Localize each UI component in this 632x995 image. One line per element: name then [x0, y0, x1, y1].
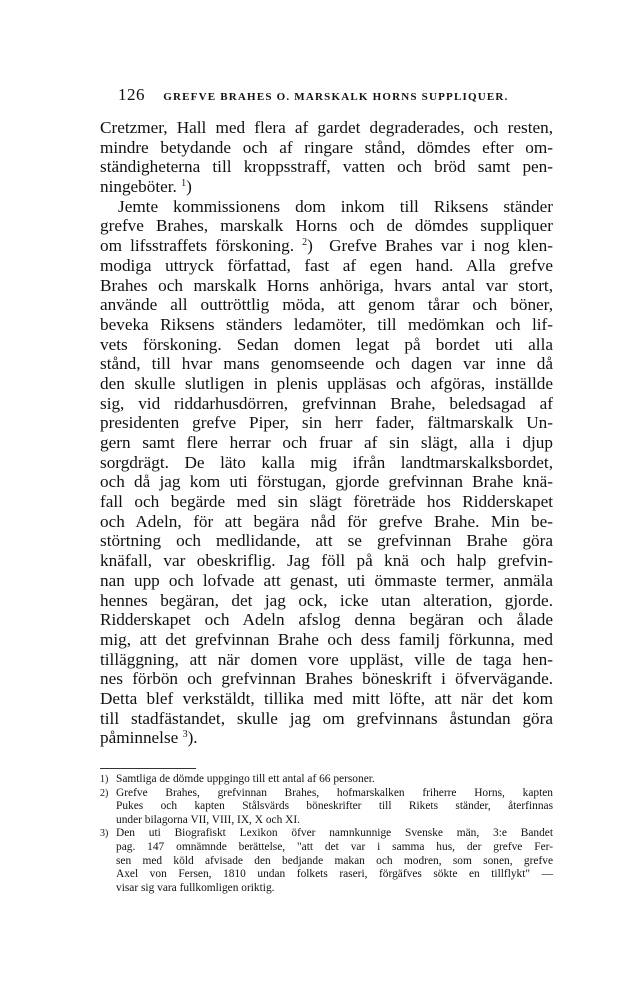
- footnote-line: sen med köld afvisade den bedjande makan och modren, som sonen, grefve: [116, 854, 553, 867]
- footnote-ref: 1: [181, 178, 187, 190]
- footnote: [100, 827, 553, 895]
- text-line: presidenten grefve Piper, sin herr fader, fältmarskalk Un-: [100, 413, 553, 433]
- footnote-marker: 3): [100, 828, 109, 840]
- footnote-line: visar sig vara fullkomligen oriktig.: [116, 881, 275, 894]
- text-line: gern samt flere herrar och fruar af sin slägt, alla i djup: [100, 433, 553, 452]
- footnote-line: Den uti Biografiskt Lexikon öfver namnkunnige Svenske män, 3:e Bandet: [116, 827, 553, 840]
- text-line: knäfall, var obeskriflig. Jag föll på knä och halp grefvin-: [100, 551, 553, 571]
- text-line: Detta blef verkstäldt, tillika med mitt löfte, att när det kom: [100, 688, 553, 708]
- text-line: mig, att det grefvinnan Brahe och dess familj förkunna, med: [100, 629, 553, 649]
- text-line: och då jag kom uti förstugan, gjorde grefvinnan Brahe knä-: [100, 472, 553, 492]
- text-line: nan upp och lofvade att genast, uti ömmaste termer, anmäla: [100, 570, 553, 590]
- text-line: Jemte kommissionens dom inkom till Riksens ständer: [118, 196, 553, 216]
- text-line: till stadfästandet, skulle jag om grefvinnans åstundan göra: [100, 708, 553, 728]
- footnote-line: Grefve Brahes, grefvinnan Brahes, hofmarskalken friherre Horns, kapten: [116, 786, 553, 799]
- running-header: [118, 85, 509, 105]
- text-line: Cretzmer, Hall med flera af gardet degraderades, och resten,: [100, 118, 553, 137]
- footnote-divider: [100, 768, 196, 769]
- text-line: använde all outtröttlig möda, att genom tårar och böner,: [100, 295, 553, 315]
- text-line: Ridderskapet och Adeln afslog denna begäran och ålade: [100, 610, 553, 630]
- footnote-ref: 2: [302, 237, 308, 249]
- footnote-marker: 2): [100, 787, 109, 799]
- text-line: ständigheterna till kroppsstraff, vatten och bröd samt pen-: [100, 157, 553, 177]
- footnote-line: Pukes och kapten Stålsvärds böneskrifter till Rikets ständer, återfinnas: [116, 800, 553, 813]
- footnote-line: Samtliga de dömde uppgingo till ett antal af 66 personer.: [116, 773, 375, 785]
- footnote-line: under bilagorna VII, VIII, IX, X och XI.: [116, 813, 300, 826]
- footnote-line: pag. 147 omnämnde berättelse, "att det var i samma hus, der grefve Fer-: [116, 840, 553, 853]
- footnote: [100, 787, 553, 828]
- text-line: sig, vid riddarhusdörren, grefvinnan Brahe, beledsagad af: [100, 393, 553, 413]
- text-line: modiga uttryck författad, fast af egen hand. Alla grefve: [100, 255, 553, 275]
- text-line: Brahes och marskalk Horns anhöriga, hvars antal var stort,: [100, 275, 553, 295]
- text-line: stånd, till hvar mans genomseende och dagen var inne då: [100, 354, 553, 374]
- text-line: störtning och medlidande, att se grefvinnan Brahe göra: [100, 531, 553, 551]
- text-line: grefve Brahes, marskalk Horns och de dömdes suppliquer: [100, 216, 553, 236]
- text-line: om lifsstraffets förskoning. $^2$) Grefve Brahes var i nog klen-: [100, 236, 553, 256]
- text-line: tilläggning, att när domen vore uppläst, ville de taga hen-: [100, 649, 553, 669]
- text-line: mindre betydande och af ringare stånd, dömdes efter om-: [100, 137, 553, 157]
- text-line: nes förbön och grefvinnan Brahes böneskrift i öfvervägande.: [100, 669, 553, 689]
- text-line: sorgdrägt. De läto kalla mig ifrån landtmarskalksbordet,: [100, 452, 553, 472]
- text-line: och Adeln, för att begära nåd för grefve Brahe. Min be-: [100, 511, 553, 531]
- text-line: vets förskoning. Sedan domen legat på bordet uti alla: [100, 334, 553, 354]
- body-text: [100, 118, 553, 748]
- text-line: den skulle slutligen in plenis uppläsas och afgöras, inställde: [100, 373, 553, 393]
- footnote-line: Axel von Fersen, 1810 undan folkets raseri, förgäfves sökte en tillflykt" —: [116, 868, 553, 881]
- footnote: [100, 773, 553, 787]
- text-line: påminnelse $^3$).: [100, 728, 198, 748]
- footnote-marker: 1): [100, 774, 109, 785]
- footnote-ref: 3: [182, 729, 188, 741]
- text-line: fall och begärde med sin slägt företräde hos Ridderskapet: [100, 492, 553, 512]
- running-title: GREFVE BRAHES O. MARSKALK HORNS SUPPLIQUER.: [163, 91, 509, 103]
- text-line: ningeböter. $^1$): [100, 177, 192, 197]
- page-number: 126: [118, 85, 145, 104]
- text-line: hennes begäran, det jag ock, icke utan alteration, gjorde.: [100, 590, 553, 610]
- text-line: beveka Riksens ständers ledamöter, till medömkan och lif-: [100, 314, 553, 334]
- footnotes: [100, 773, 553, 895]
